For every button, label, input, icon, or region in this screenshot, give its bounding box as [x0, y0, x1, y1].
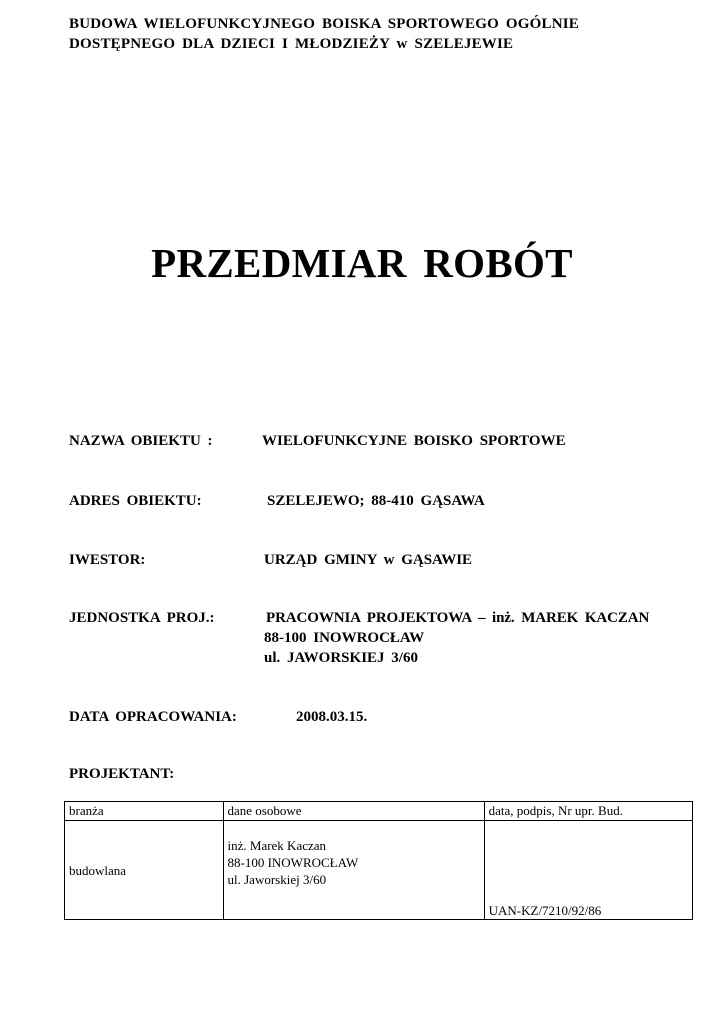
- jednostka-proj-value-1: PRACOWNIA PROJEKTOWA – inż. MAREK KACZAN: [266, 610, 650, 626]
- cell-branza: budowlana: [65, 821, 224, 920]
- jednostka-proj-value-3: ul. JAWORSKIEJ 3/60: [264, 650, 418, 666]
- cell-uprawnienia: UAN-KZ/7210/92/86: [484, 821, 692, 920]
- data-opracowania-label: DATA OPRACOWANIA:: [69, 709, 237, 725]
- table-row: [65, 821, 693, 920]
- header-line-2: DOSTĘPNEGO DLA DZIECI I MŁODZIEŻY w SZELEJEWIE: [69, 36, 514, 52]
- cell-dane-line-2: 88-100 INOWROCŁAW: [227, 855, 359, 870]
- cell-dane-line-3: ul. Jaworskiej 3/60: [227, 872, 327, 887]
- cell-dane-osobowe: [223, 821, 484, 920]
- projektant-table: [64, 801, 693, 920]
- data-opracowania-value: 2008.03.15.: [296, 709, 368, 725]
- inwestor-value: URZĄD GMINY w GĄSAWIE: [264, 552, 473, 568]
- cell-dane-line-1: inż. Marek Kaczan: [227, 838, 327, 853]
- table-header-dane: dane osobowe: [223, 802, 484, 821]
- table-header-row: [65, 802, 693, 821]
- projektant-label: PROJEKTANT:: [69, 766, 175, 782]
- inwestor-label: IWESTOR:: [69, 552, 146, 568]
- nazwa-obiektu-value: WIELOFUNKCYJNE BOISKO SPORTOWE: [262, 433, 566, 449]
- nazwa-obiektu-label: NAZWA OBIEKTU :: [69, 433, 213, 449]
- header-line-1: BUDOWA WIELOFUNKCYJNEGO BOISKA SPORTOWEGO OGÓLNIE: [69, 16, 579, 32]
- adres-obiektu-label: ADRES OBIEKTU:: [69, 493, 202, 509]
- document-header: [69, 14, 689, 54]
- adres-obiektu-value: SZELEJEWO; 88-410 GĄSAWA: [267, 493, 485, 509]
- jednostka-proj-value-2: 88-100 INOWROCŁAW: [264, 630, 425, 646]
- table-header-branza: branża: [65, 802, 224, 821]
- table-header-uprawnienia: data, podpis, Nr upr. Bud.: [484, 802, 692, 821]
- page-title: PRZEDMIAR ROBÓT: [151, 240, 573, 286]
- jednostka-proj-label: JEDNOSTKA PROJ.:: [69, 610, 215, 626]
